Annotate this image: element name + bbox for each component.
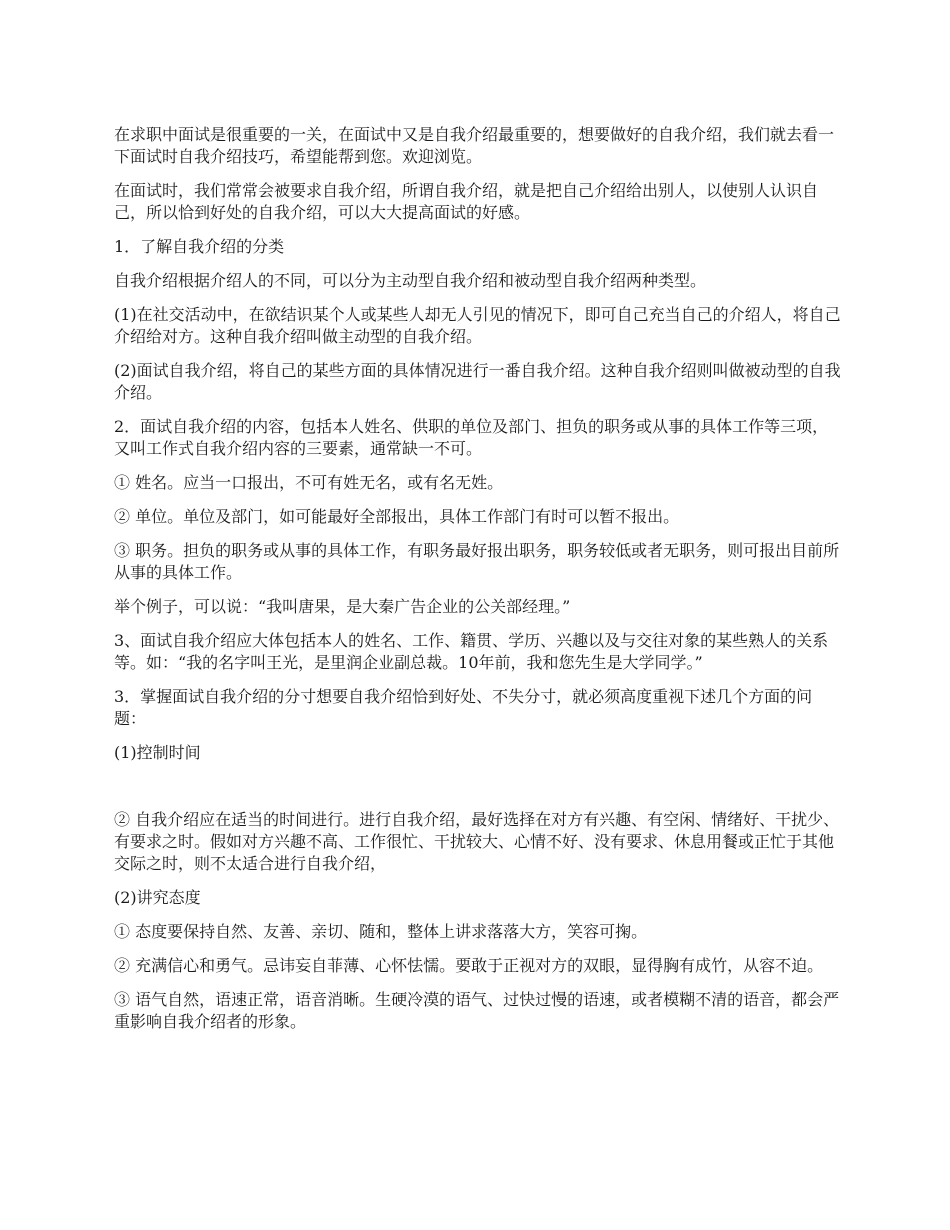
list-item: ③ 职务。担负的职务或从事的具体工作，有职务最好报出职务，职务较低或者无职务，则可报出目前所从事的具体工作。 [114,541,840,582]
list-item: ② 充满信心和勇气。忌讳妄自菲薄、心怀怯懦。要敢于正视对方的双眼，显得胸有成竹，从容不迫。 [114,956,824,975]
list-item: ② 单位。单位及部门，如可能最好全部报出，具体工作部门有时可以暂不报出。 [114,507,680,526]
list-item: (1)在社交活动中，在欲结识某个人或某些人却无人引见的情况下，即可自己充当自己的介绍人，将自己介绍给对方。这种自我介绍叫做主动型的自我介绍。 [114,305,841,346]
section-heading: 1．了解自我介绍的分类 [114,237,285,256]
example-paragraph: 举个例子，可以说：“我叫唐果，是大秦广告企业的公关部经理。” [114,597,571,616]
list-item: ① 姓名。应当一口报出，不可有姓无名，或有名无姓。 [114,473,504,492]
body-paragraph: 自我介绍根据介绍人的不同，可以分为主动型自我介绍和被动型自我介绍两种类型。 [114,271,707,290]
list-item: ③ 语气自然，语速正常，语音消晰。生硬冷漠的语气、过快过慢的语速，或者模糊不清的语音，都会严重影响自我介绍者的形象。 [114,990,840,1031]
subsection-heading: (1)控制时间 [114,743,201,762]
list-item: ① 态度要保持自然、友善、亲切、随和，整体上讲求落落大方，笑容可掬。 [114,922,648,941]
section-heading: 3．掌握面试自我介绍的分寸想要自我介绍恰到好处、不失分寸，就必须高度重视下述几个方面的问题： [114,687,813,728]
body-paragraph: 在面试时，我们常常会被要求自我介绍，所谓自我介绍，就是把自己介绍给出别人，以使别人认识自己，所以恰到好处的自我介绍，可以大大提高面试的好感。 [114,181,819,222]
document-body [114,124,842,1045]
list-item: (2)面试自我介绍，将自己的某些方面的具体情况进行一番自我介绍。这种自我介绍则叫做被动型的自我介绍。 [114,361,841,402]
intro-paragraph: 在求职中面试是很重要的一关，在面试中又是自我介绍最重要的，想要做好的自我介绍，我们就去看一下面试时自我介绍技巧，希望能帮到您。欢迎浏览。 [114,125,835,166]
subsection-heading: (2)讲究态度 [114,888,201,907]
section-heading: 2．面试自我介绍的内容，包括本人姓名、供职的单位及部门、担负的职务或从事的具体工作等三项，又叫工作式自我介绍内容的三要素，通常缺一不可。 [114,417,829,458]
body-paragraph: 3、面试自我介绍应大体包括本人的姓名、工作、籍贯、学历、兴趣以及与交往对象的某些熟人的关系等。如：“我的名字叫王光，是里润企业副总裁。10年前，我和您先生是大学同学。” [114,631,829,672]
list-item: ② 自我介绍应在适当的时间进行。进行自我介绍，最好选择在对方有兴趣、有空闲、情绪好、干扰少、有要求之时。假如对方兴趣不高、工作很忙、干扰较大、心情不好、没有要求、休息用餐或正忙于其他交际之时，则不太适合进行自我介绍， [114,810,840,873]
